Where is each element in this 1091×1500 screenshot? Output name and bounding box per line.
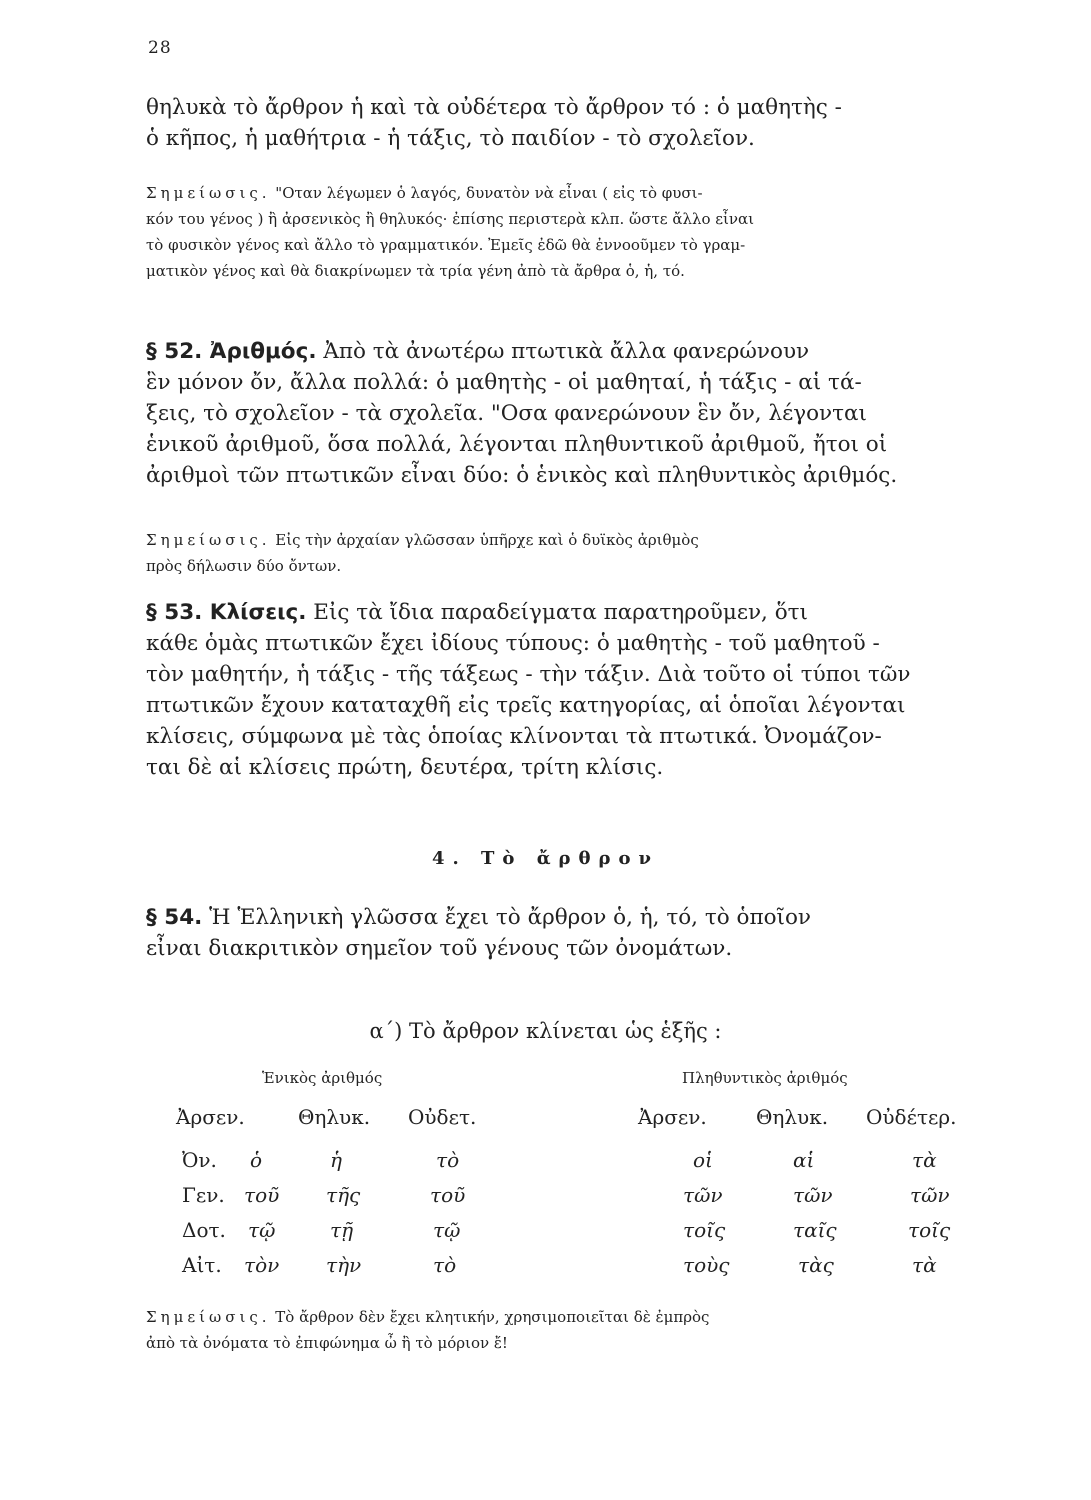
text-line: ἀπὸ τὰ ὀνόματα τὸ ἐπιφώνημα ὦ ἢ τὸ μόριον ἔ! — [146, 1334, 508, 1352]
text-line: "Οταν λέγωμεν ὁ λαγός, δυνατὸν νὰ εἶναι ( εἰς τὸ φυσι- — [275, 184, 703, 202]
text-line: θηλυκὰ τὸ ἄρθρον ἡ καὶ τὰ οὐδέτερα τὸ ἄρθρον τό : ὁ μαθητὴς - — [146, 95, 842, 120]
table-cell: οἱ — [693, 1148, 713, 1172]
section-54 — [146, 902, 970, 964]
text-line: ματικὸν γένος καὶ θὰ διακρίνωμεν τὰ τρία γένη ἀπὸ τὰ ἄρθρα ὁ, ἡ, τό. — [146, 262, 685, 280]
table-cell: τῷ — [433, 1218, 461, 1242]
table-cell: τοῦ — [430, 1183, 466, 1207]
intro-paragraph — [146, 92, 970, 154]
text-line: κλίσεις, σύμφωνα μὲ τὰς ὁποίας κλίνονται τὰ πτωτικά. Ὀνομάζον- — [146, 724, 882, 749]
case-label: Αἰτ. — [182, 1253, 222, 1277]
singular-label: Ἑνικὸς ἀριθμός — [262, 1069, 383, 1087]
text-line: ὁ κῆπος, ἡ μαθήτρια - ἡ τάξις, τὸ παιδίον - τὸ σχολεῖον. — [146, 126, 755, 151]
text-line: πτωτικῶν ἔχουν καταταχθῆ εἰς τρεῖς κατηγορίας, αἱ ὁποῖαι λέγονται — [146, 693, 906, 718]
table-cell: τῷ — [248, 1218, 276, 1242]
table-caption: α΄) Τὸ ἄρθρον κλίνεται ὡς ἑξῆς : — [369, 1019, 722, 1043]
header-neut-sg: Οὐδετ. — [408, 1105, 477, 1129]
note-gender — [146, 180, 970, 284]
table-cell: τῶν — [910, 1183, 950, 1207]
table-cell: τὸ — [436, 1148, 460, 1172]
table-cell: τῆς — [326, 1183, 361, 1207]
plural-label: Πληθυντικὸς ἀριθμός — [682, 1069, 848, 1087]
table-cell: τὰ — [912, 1148, 937, 1172]
section-heading: § 53. Κλίσεις. — [146, 600, 307, 625]
note-dual — [146, 527, 970, 579]
section-53 — [146, 597, 970, 783]
table-cell: τῇ — [330, 1218, 354, 1242]
table-cell: τὸ — [433, 1253, 457, 1277]
table-cell: τοῖς — [683, 1218, 726, 1242]
text-line: εἶναι διακριτικὸν σημεῖον τοῦ γένους τῶν ὀνομάτων. — [146, 936, 733, 961]
section-heading: § 54. — [146, 905, 203, 930]
table-cell: ἡ — [330, 1148, 342, 1172]
table-cell: τὰς — [798, 1253, 834, 1277]
header-neut-pl: Οὐδέτερ. — [866, 1105, 957, 1129]
text-line: κάθε ὁμὰς πτωτικῶν ἔχει ἰδίους τύπους: ὁ μαθητὴς - τοῦ μαθητοῦ - — [146, 631, 880, 656]
table-cell: τὰ — [912, 1253, 937, 1277]
text-line: ἑνικοῦ ἀριθμοῦ, ὅσα πολλά, λέγονται πληθυντικοῦ ἀριθμοῦ, ἤτοι οἱ — [146, 432, 888, 457]
text-line: Ἡ Ἑλληνικὴ γλῶσσα ἔχει τὸ ἄρθρον ὁ, ἡ, τό, τὸ ὁποῖον — [209, 905, 811, 930]
note-vocative — [146, 1304, 970, 1356]
text-line: κόν του γένος ) ἢ ἀρσενικὸς ἢ θηλυκός· ἐπίσης περιστερὰ κλπ. ὥστε ἄλλο εἶναι — [146, 210, 755, 228]
note-label: Σημείωσις. — [146, 531, 271, 549]
table-cell: ταῖς — [793, 1218, 837, 1242]
table-cell: αἱ — [793, 1148, 815, 1172]
header-fem-sg: Θηλυκ. — [298, 1105, 371, 1129]
text-line: τὸν μαθητήν, ἡ τάξις - τῆς τάξεως - τὴν τάξιν. Διὰ τοῦτο οἱ τύποι τῶν — [146, 662, 911, 687]
table-cell: τοὺς — [683, 1253, 730, 1277]
header-masc-pl: Ἀρσεν. — [638, 1105, 707, 1129]
case-label: Γεν. — [182, 1183, 225, 1207]
chapter-heading: 4. Τὸ ἄρθρον — [431, 848, 660, 869]
case-label: Ὀν. — [182, 1148, 217, 1172]
header-masc-sg: Ἀρσεν. — [176, 1105, 245, 1129]
text-line: Τὸ ἄρθρον δὲν ἔχει κλητικήν, χρησιμοποιεῖται δὲ ἐμπρὸς — [275, 1308, 710, 1326]
text-line: ἓν μόνον ὄν, ἄλλα πολλά: ὁ μαθητὴς - οἱ μαθηταί, ἡ τάξις - αἱ τά- — [146, 370, 862, 395]
case-label: Δοτ. — [182, 1218, 226, 1242]
text-line: τὸ φυσικὸν γένος καὶ ἄλλο τὸ γραμματικόν. Ἐμεῖς ἐδῶ θὰ ἐννοοῦμεν τὸ γραμ- — [146, 236, 746, 254]
table-cell: τοῖς — [908, 1218, 951, 1242]
text-line: Εἰς τὰ ἴδια παραδείγματα παρατηροῦμεν, ὅτι — [313, 600, 808, 625]
table-cell: τῶν — [793, 1183, 833, 1207]
table-cell: τὴν — [326, 1253, 362, 1277]
note-label: Σημείωσις. — [146, 184, 271, 202]
text-line: ξεις, τὸ σχολεῖον - τὰ σχολεῖα. "Οσα φανερώνουν ἓν ὄν, λέγονται — [146, 401, 867, 426]
text-line: ται δὲ αἱ κλίσεις πρώτη, δευτέρα, τρίτη κλίσις. — [146, 755, 664, 780]
text-line: Εἰς τὴν ἀρχαίαν γλῶσσαν ὑπῆρχε καὶ ὁ δυϊκὸς ἀριθμὸς — [275, 531, 699, 549]
section-52 — [146, 336, 970, 491]
note-label: Σημείωσις. — [146, 1308, 271, 1326]
section-heading: § 52. Ἀριθμός. — [146, 339, 317, 364]
text-line: ἀριθμοὶ τῶν πτωτικῶν εἶναι δύο: ὁ ἑνικὸς καὶ πληθυντικὸς ἀριθμός. — [146, 463, 898, 488]
page-number: 28 — [148, 38, 172, 58]
table-cell: τῶν — [683, 1183, 723, 1207]
header-fem-pl: Θηλυκ. — [756, 1105, 829, 1129]
text-line: πρὸς δήλωσιν δύο ὄντων. — [146, 557, 342, 575]
table-cell: τὸν — [244, 1253, 280, 1277]
table-cell: ὁ — [250, 1148, 263, 1172]
table-cell: τοῦ — [244, 1183, 280, 1207]
text-line: Ἀπὸ τὰ ἀνωτέρω πτωτικὰ ἄλλα φανερώνουν — [323, 339, 810, 364]
